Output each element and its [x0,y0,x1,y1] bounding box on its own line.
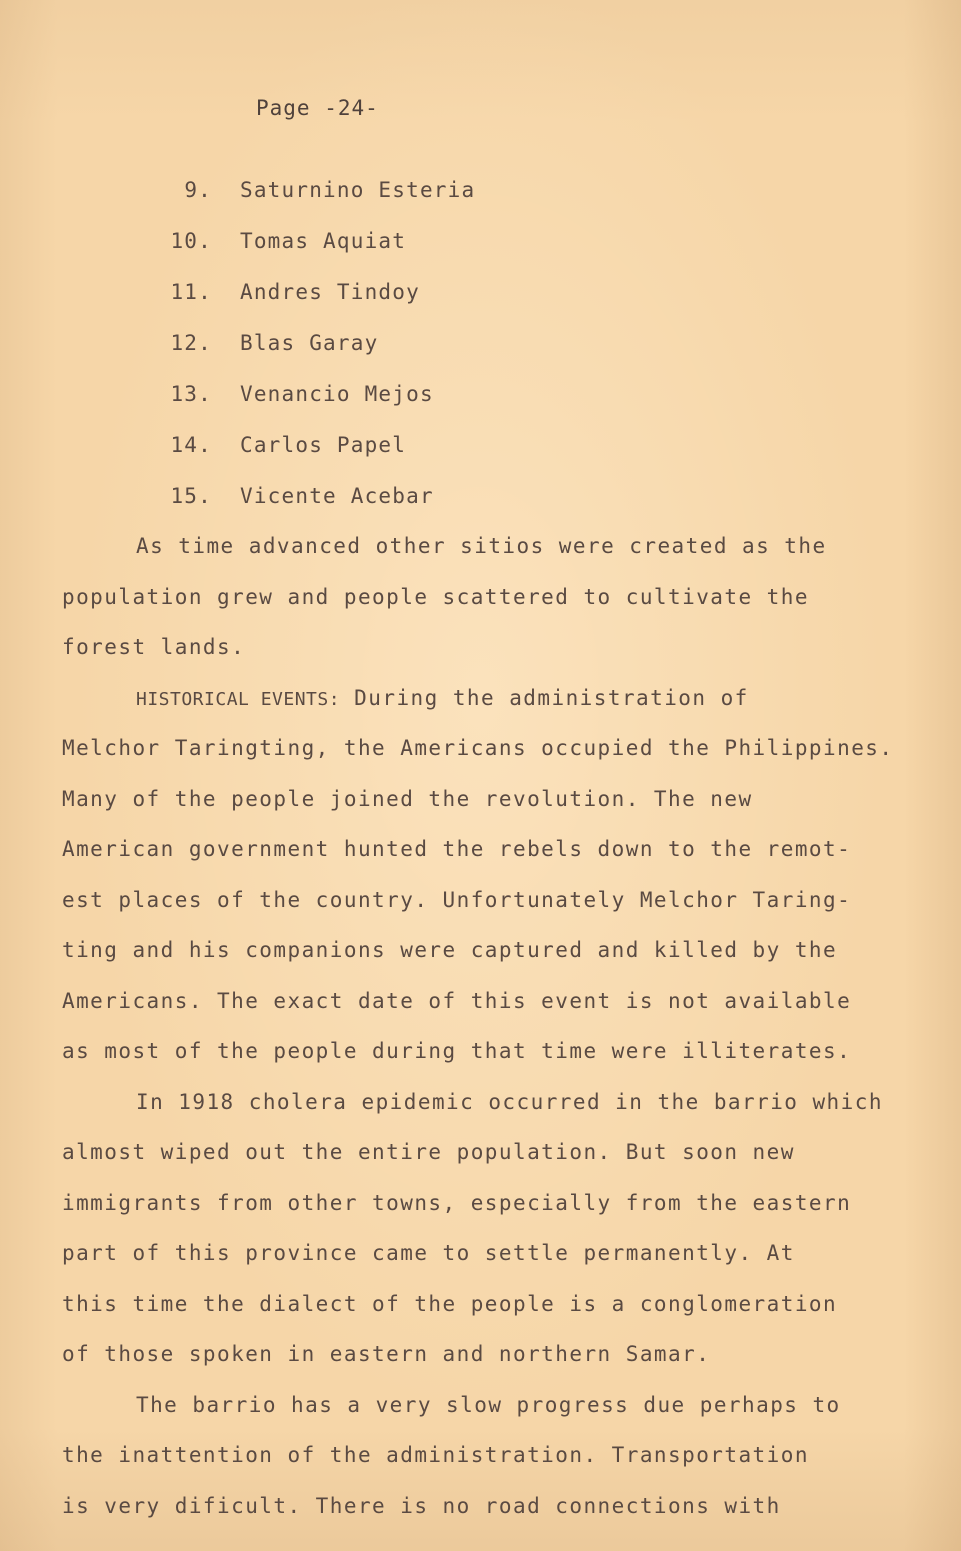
list-item-name: Venancio Mejos [240,382,434,406]
paragraph-line: the inattention of the administration. Transportation [62,1443,809,1467]
list-item-number: 14. [170,433,212,457]
paragraph-line: Americans. The exact date of this event is not available [62,988,852,1013]
page-number-header: Page -24- [256,96,379,120]
paragraph-line: est places of the country. Unfortunately Melchor Taring- [62,887,852,912]
paragraph-line: Melchor Taringting, the Americans occupied the Philippines. [62,736,894,760]
list-item-number: 13. [170,382,212,406]
body-text [62,528,942,1538]
list-item-name: Saturnino Esteria [240,178,476,202]
paragraph-line: In 1918 cholera epidemic occurred in the barrio which [136,1089,883,1114]
list-item [150,325,475,376]
list-item-number: 12. [170,331,212,355]
historical-events-heading: HISTORICAL EVENTS: [136,688,341,710]
list-item [150,478,475,529]
list-item [150,274,475,325]
list-item-number: 10. [170,229,212,253]
list-item-number: 9. [184,178,212,202]
paragraph-line: The barrio has a very slow progress due perhaps to [136,1392,841,1417]
paragraph-line: part of this province came to settle permanently. At [62,1241,795,1265]
paragraph-line: population grew and people scattered to cultivate the [62,584,809,609]
paragraph-line: American government hunted the rebels down to the remot- [62,837,852,861]
paragraph-line: As time advanced other sitios were created as the [136,534,827,558]
list-item-name: Blas Garay [240,331,379,355]
paragraph-line [62,680,942,731]
paragraph-line-text: During the administration of [354,685,749,710]
list-item [150,376,475,427]
paragraph-line: immigrants from other towns, especially from the eastern [62,1190,852,1215]
paragraph-line: of those spoken in eastern and northern Samar. [62,1342,711,1366]
paragraph-line: almost wiped out the entire population. But soon new [62,1140,795,1164]
paragraph-line: ting and his companions were captured and killed by the [62,938,838,962]
names-list [150,172,475,529]
list-item [150,172,475,223]
list-item-name: Vicente Acebar [240,484,434,508]
paragraph-line: is very dificult. There is no road connections with [62,1493,781,1518]
paragraph-line: this time the dialect of the people is a conglomeration [62,1291,838,1316]
list-item-name: Carlos Papel [240,433,407,457]
paragraph-line: as most of the people during that time were illiterates. [62,1039,852,1063]
paragraph-line: forest lands. [62,635,246,659]
paragraph-line: Many of the people joined the revolution. The new [62,786,753,811]
list-item-name: Andres Tindoy [240,280,420,304]
list-item-number: 15. [170,484,212,508]
list-item-number: 11. [170,280,212,304]
list-item [150,223,475,274]
list-item [150,427,475,478]
list-item-name: Tomas Aquiat [240,229,407,253]
